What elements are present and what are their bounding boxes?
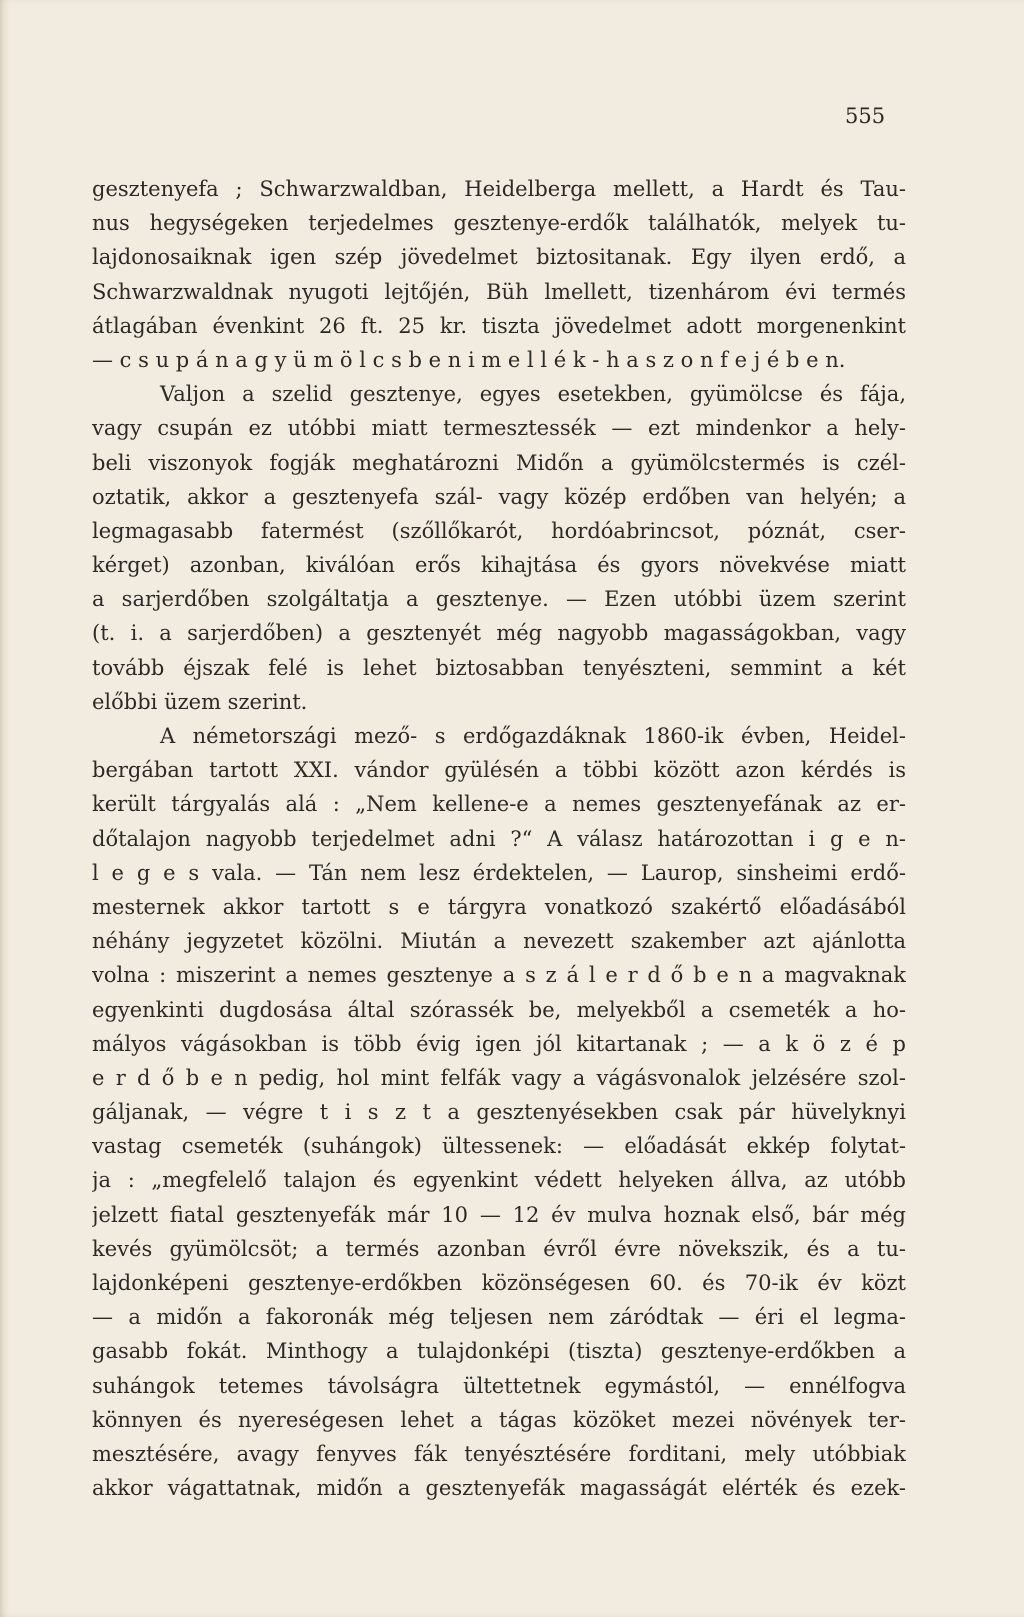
text-line: jelzett fiatal gesztenyefák már 10 — 12 év mulva hoznak első, bár még <box>92 1202 906 1227</box>
text-line: könnyen és nyereségesen lehet a tágas közöket mezei növények ter- <box>92 1407 906 1432</box>
text-line: néhány jegyzetet közölni. Miután a nevezett szakember azt ajánlotta <box>92 929 906 954</box>
text-line: suhángok tetemes távolságra ültettetnek egymástól, — ennélfogva <box>92 1373 906 1398</box>
text-line: oztatik, akkor a gesztenyefa szál- vagy közép erdőben van helyén; a <box>92 484 906 509</box>
text-line: mesztésére, avagy fenyves fák tenyésztésére forditani, mely utóbbiak <box>92 1441 906 1466</box>
text-line: előbbi üzem szerint. <box>92 689 308 714</box>
text-line: gesztenyefa ; Schwarzwaldban, Heidelberga mellett, a Hardt és Tau- <box>92 177 906 201</box>
text-line: gáljanak, — végre t i s z t a gesztenyésekben csak pár hüvelyknyi <box>92 1100 906 1125</box>
text-line: Schwarzwaldnak nyugoti lejtőjén, Büh lmellett, tizenhárom évi termés <box>92 279 906 304</box>
text-line: volna : miszerint a nemes gesztenye a s z á l e r d ő b e n a magvaknak <box>92 963 906 988</box>
text-line: bergában tartott XXI. vándor gyülésén a többi között azon kérdés is <box>92 758 906 783</box>
text-line: gasabb fokát. Minthogy a tulajdonképi (tiszta) gesztenye-erdőkben a <box>92 1339 906 1364</box>
text-line: vagy csupán ez utóbbi miatt termesztessék — ezt mindenkor a hely- <box>92 416 906 441</box>
text-line: kérget) azonban, kiválóan erős kihajtása és gyors növekvése miatt <box>92 553 906 578</box>
text-line: mesternek akkor tartott s e tárgyra vonatkozó szakértő előadásából <box>92 894 906 919</box>
text-line: vastag csemeték (suhángok) ültessenek: — előadását ekkép folytat- <box>92 1134 906 1159</box>
text-line: lajdonképeni gesztenye-erdőkben közönségesen 60. és 70-ik év közt <box>92 1271 906 1295</box>
text-line: Valjon a szelid gesztenye, egyes esetekben, gyümölcse és fája, <box>160 382 906 407</box>
text-line: mályos vágásokban is több évig igen jól kitartanak ; — a k ö z é p <box>92 1031 906 1056</box>
text-line: tovább éjszak felé is lehet biztosabban tenyészteni, semmint a két <box>92 655 906 680</box>
text-line: — c s u p á n a g y ü m ö l c s b e n i m e l l é k - h a s z o n f e j é b e n. <box>92 347 846 372</box>
text-line: kevés gyümölcsöt; a termés azonban évről évre növekszik, és a tu- <box>92 1236 906 1261</box>
text-line: legmagasabb fatermést (szőllőkarót, hordóabrincsot, póznát, cser- <box>92 518 906 543</box>
text-line: lajdonosaiknak igen szép jövedelmet biztositanak. Egy ilyen erdő, a <box>92 245 906 270</box>
text-line: a sarjerdőben szolgáltatja a gesztenye. — Ezen utóbbi üzem szerint <box>92 587 906 612</box>
text-line: dőtalajon nagyobb terjedelmet adni ?“ A válasz határozottan i g e n- <box>92 826 906 851</box>
text-line: nus hegységeken terjedelmes gesztenye-erdők találhatók, melyek tu- <box>92 211 906 236</box>
page-number: 555 <box>845 104 886 128</box>
body-text <box>92 172 906 1505</box>
text-line: (t. i. a sarjerdőben) a gesztenyét még nagyobb magasságokban, vagy <box>92 621 906 646</box>
text-line: A németországi mező- s erdőgazdáknak 1860-ik évben, Heidel- <box>160 724 906 748</box>
text-line: ja : „megfelelő talajon és egyenkint védett helyeken állva, az utóbb <box>92 1168 906 1193</box>
text-line: került tárgyalás alá : „Nem kellene-e a nemes gesztenyefának az er- <box>92 792 906 817</box>
text-line: átlagában évenkint 26 ft. 25 kr. tiszta jövedelmet adott morgenenkint <box>92 313 906 338</box>
text-line: akkor vágattatnak, midőn a gesztenyefák magasságát elérték és ezek- <box>92 1476 906 1501</box>
text-line: l e g e s vala. — Tán nem lesz érdektelen, — Laurop, sinsheimi erdő- <box>92 860 906 885</box>
text-line: e r d ő b e n pedig, hol mint felfák vagy a vágásvonalok jelzésére szol- <box>92 1065 906 1090</box>
text-line: — a midőn a fakoronák még teljesen nem záródtak — éri el legma- <box>92 1305 906 1330</box>
text-line: beli viszonyok fogják meghatározni Midőn a gyümölcstermés is czél- <box>92 450 906 475</box>
text-line: egyenkinti dugdosása által szórassék be, melyekből a csemeték a ho- <box>92 997 906 1022</box>
